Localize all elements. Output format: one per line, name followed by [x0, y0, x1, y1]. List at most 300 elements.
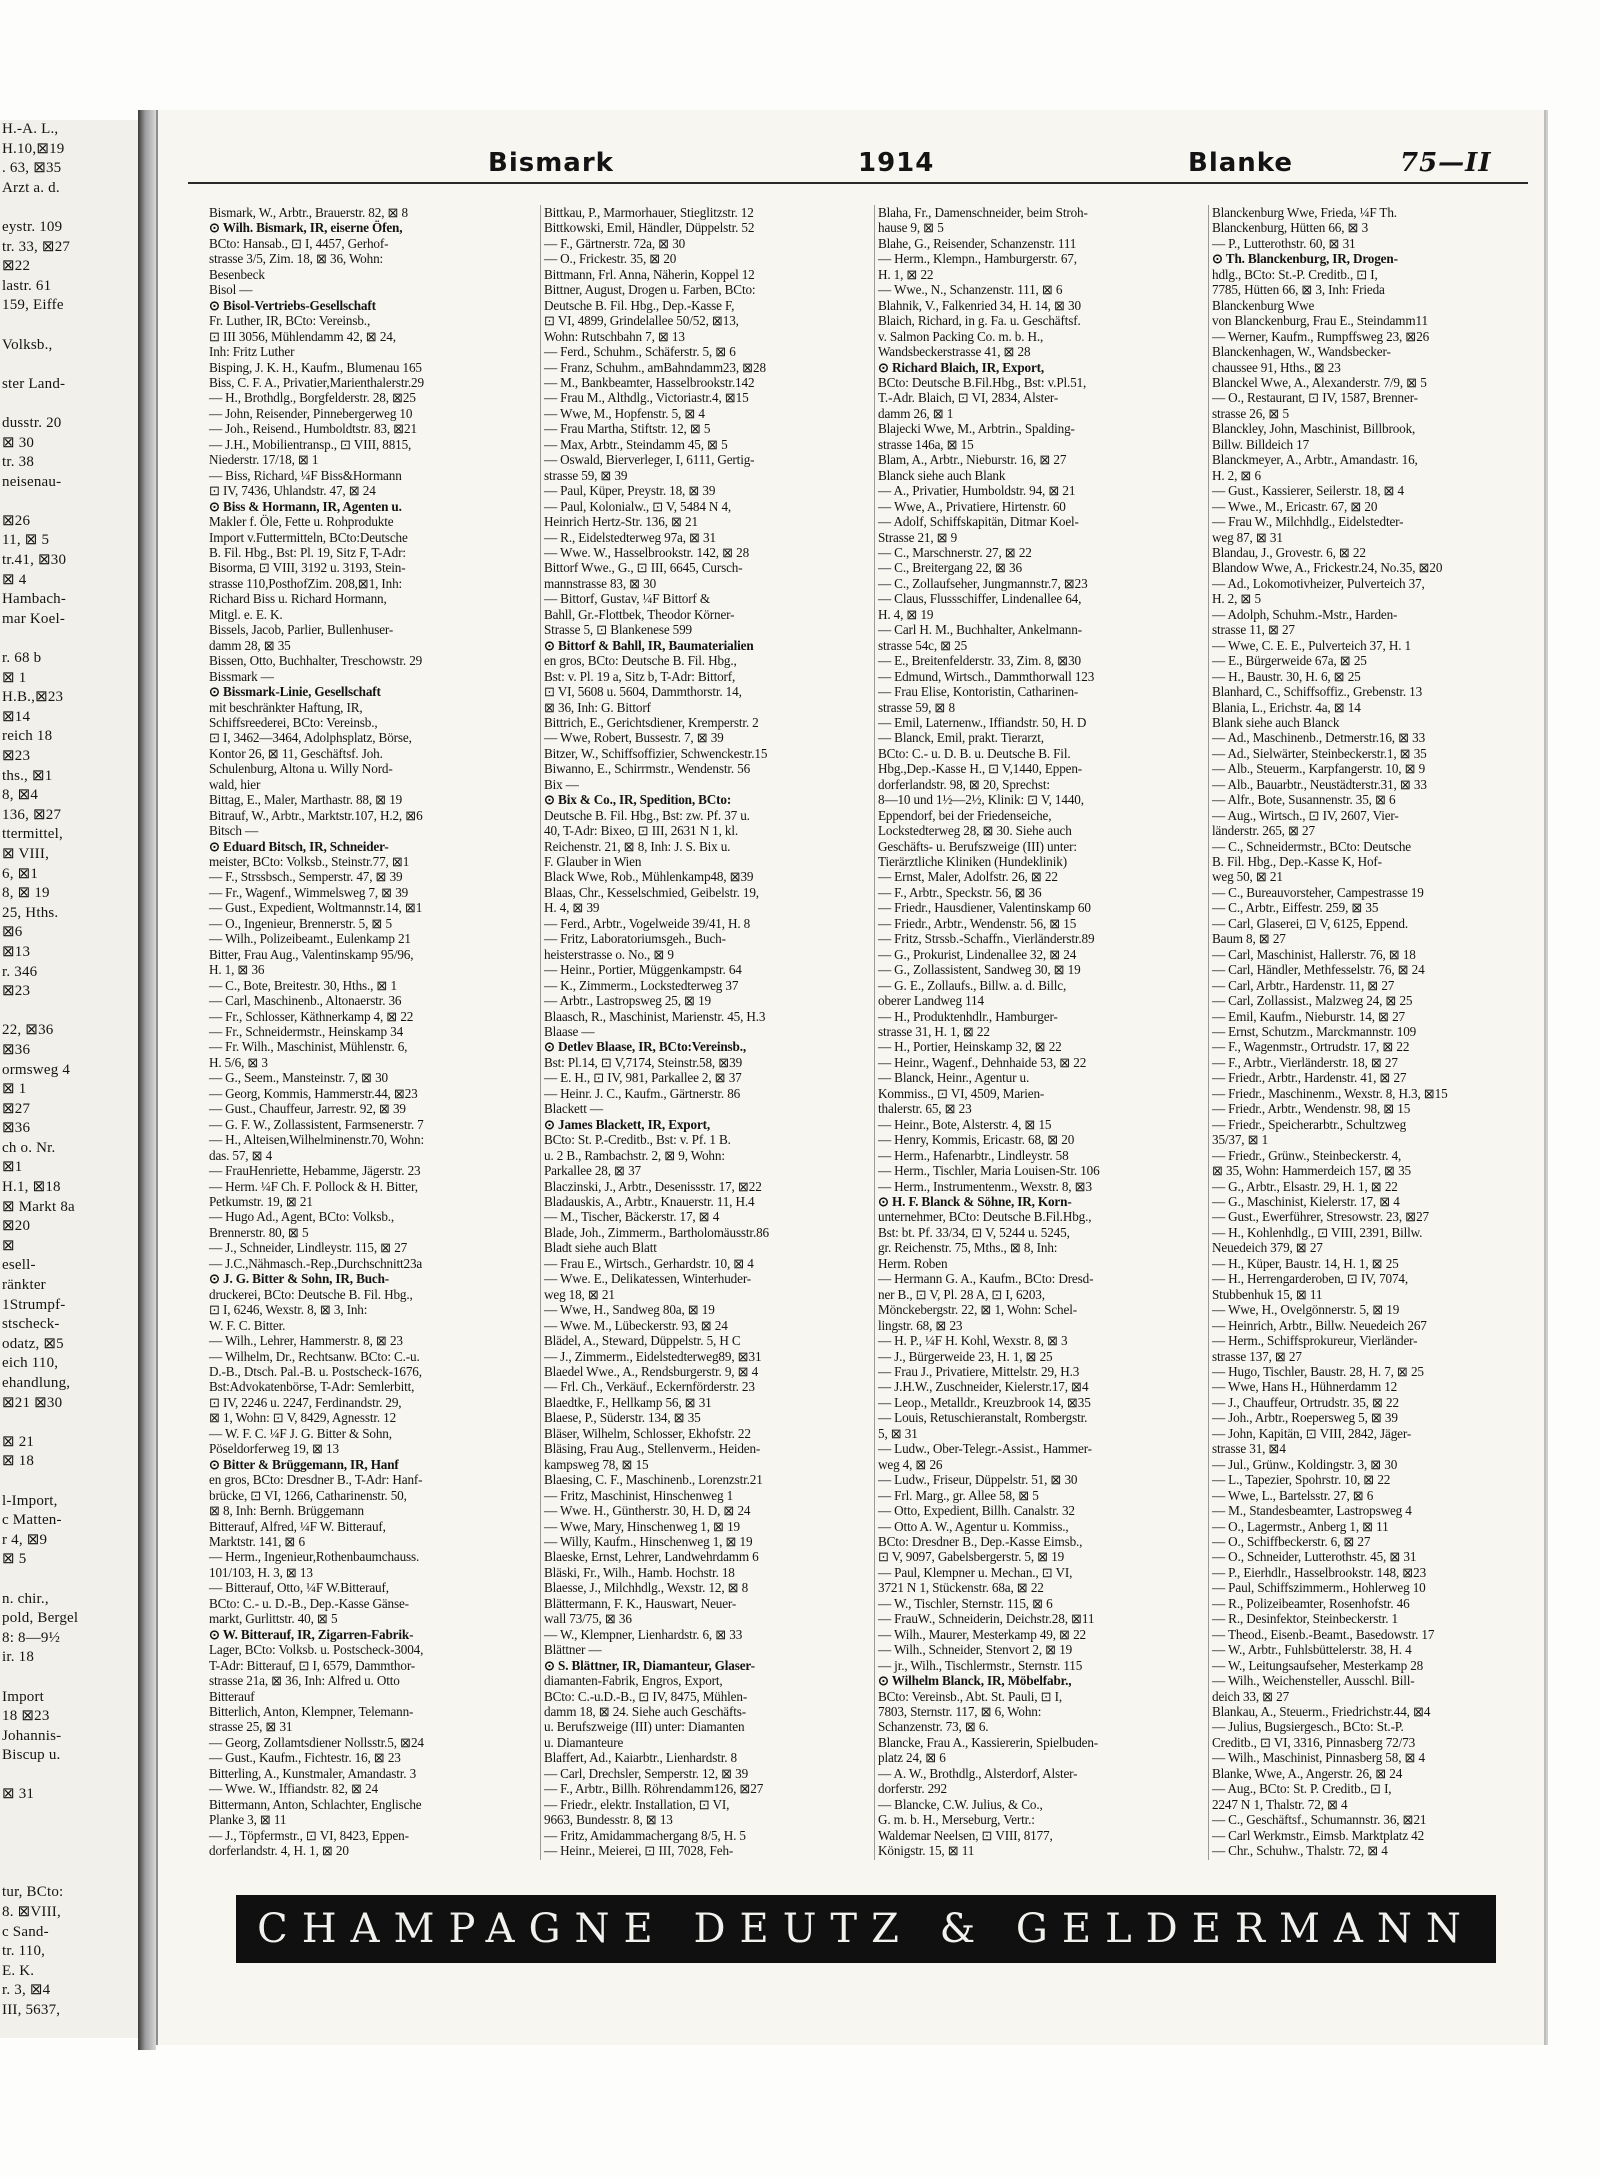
directory-entry-line: BCto: C.- u. D.-B., Dep.-Kasse Gänse-	[209, 1595, 409, 1611]
directory-entry-line: — Wwe, Mary, Hinschenweg 1, ⊠ 19	[544, 1518, 740, 1534]
directory-entry-line: Bitterauf, Alfred, ¼F W. Bitterauf,	[209, 1518, 386, 1534]
directory-entry-line: strasse 25, ⊠ 31	[209, 1719, 293, 1735]
directory-entry-line: Richard Biss u. Richard Hormann,	[209, 591, 387, 607]
left-page-fragment	[0, 316, 138, 336]
left-page-fragment: ehandlung,	[2, 1375, 71, 1391]
directory-entry-line: Eppendorf, bei der Friedenseiche,	[878, 807, 1052, 823]
directory-entry-line: Waldemar Neelsen, ⊡ VIII, 8177,	[878, 1827, 1053, 1843]
directory-entry-line: Bismark, W., Arbtr., Brauerstr. 82, ⊠ 8	[209, 205, 408, 220]
directory-entry-line: ⊙ Richard Blaich, IR, Export,	[878, 359, 1045, 375]
directory-entry-line: Biwanno, E., Schirrmstr., Wendenstr. 56	[544, 761, 751, 777]
directory-entry-line: ⊙ Bitter & Brüggemann, IR, Hanf	[209, 1456, 399, 1472]
directory-entry-line: — Georg, Zollamtsdiener Nollsstr.5, ⊠24	[209, 1734, 424, 1750]
directory-entry-line: — F., Strssbsch., Semperstr. 47, ⊠ 39	[209, 869, 403, 885]
directory-entry-line: — Aug., Wirtsch., ⊡ IV, 2607, Vier-	[1212, 807, 1399, 823]
directory-entry-line: — O., Schiffbeckerstr. 6, ⊠ 27	[1212, 1533, 1371, 1549]
directory-entry-line: ⊙ Bissmark-Linie, Gesellschaft	[209, 684, 381, 700]
directory-entry-line: ⊙ Wilhelm Blanck, IR, Möbelfabr.,	[878, 1673, 1072, 1689]
directory-entry-line: ⊙ Detlev Blaase, IR, BCto:Vereinsb.,	[544, 1039, 746, 1055]
directory-entry-line: — O., Ingenieur, Brennerstr. 5, ⊠ 5	[209, 915, 392, 931]
directory-entry-line: — P., Eierhdlr., Hasselbrookstr. 148, ⊠23	[1212, 1564, 1427, 1580]
directory-entry-line: Tierärztliche Kliniken (Hundeklinik)	[878, 854, 1067, 870]
directory-entry-line: Import v.Futtermitteln, BCto:Deutsche	[209, 529, 408, 545]
directory-entry-line: — Hugo Ad., Agent, BCto: Volksb.,	[209, 1209, 395, 1225]
directory-entry-line: — Gust., Ewerführer, Stresowstr. 23, ⊠27	[1212, 1209, 1429, 1225]
directory-entry-line: — O., Schneider, Lutterothstr. 45, ⊠ 31	[1212, 1549, 1417, 1565]
directory-entry-line: Blackett —	[544, 1101, 603, 1117]
directory-entry-line: — Willy, Kaufm., Hinschenweg 1, ⊠ 19	[544, 1533, 753, 1549]
directory-entry-line: Niederstr. 17/18, ⊠ 1	[209, 452, 319, 468]
directory-entry-line: hause 9, ⊠ 5	[878, 220, 944, 236]
directory-entry-line: — FrauW., Schneiderin, Deichstr.28, ⊠11	[878, 1611, 1095, 1627]
left-page-fragment: ⊠ VIII,	[2, 845, 50, 862]
directory-entry-line: — Fr., Schlosser, Käthnerkamp 4, ⊠ 22	[209, 1008, 414, 1024]
directory-entry-line: — H., Herrengarderoben, ⊡ IV, 7074,	[1212, 1271, 1408, 1287]
directory-entry-line: Bst: v. Pl. 19 a, Sitz b, T-Adr: Bittorf,	[544, 668, 736, 684]
directory-entry-line: ⊙ W. Bitterauf, IR, Zigarren-Fabrik-	[209, 1626, 414, 1642]
left-page-fragment: Arzt a. d.	[2, 179, 60, 196]
directory-entry-line: — O., Lagermstr., Anberg 1, ⊠ 11	[1212, 1518, 1389, 1534]
directory-entry-line: — Carl, Arbtr., Hardenstr. 11, ⊠ 27	[1212, 977, 1395, 993]
directory-entry-line: — C., Arbtr., Eiffestr. 259, ⊠ 35	[1212, 900, 1379, 916]
directory-entry-line: — Friedr., Speicherarbtr., Schultzweg	[1212, 1116, 1407, 1132]
directory-entry-line: Pöseldorferweg 19, ⊠ 13	[209, 1441, 339, 1457]
directory-entry-line: — A., Privatier, Humboldstr. 94, ⊠ 21	[878, 483, 1076, 499]
directory-entry-line: Wandsbeckerstrasse 41, ⊠ 28	[878, 344, 1031, 360]
left-page-fragment: ⊠ Markt 8a	[2, 1198, 75, 1215]
directory-entry-line: Bittag, E., Maler, Marthastr. 88, ⊠ 19	[209, 792, 403, 808]
left-page-fragment: c Sand-	[2, 1923, 49, 1940]
directory-entry-line: — H., Produktenhdlr., Hamburger-	[878, 1008, 1058, 1024]
directory-entry-line: Deutsche B. Fil. Hbg., Dep.-Kasse F,	[544, 297, 735, 313]
directory-entry-line: strasse 137, ⊠ 27	[1212, 1348, 1302, 1364]
directory-entry-line: Brennerstr. 80, ⊠ 5	[209, 1224, 309, 1240]
left-page-fragment: ⊠22	[2, 258, 31, 275]
directory-entry-line: Blaas, Chr., Kesselschmied, Geibelstr. 19,	[544, 884, 759, 900]
left-page-fragment: ⊠23	[2, 748, 31, 764]
directory-entry-line: 2247 N 1, Thalstr. 72, ⊠ 4	[1212, 1796, 1348, 1812]
directory-entry-line: Blahe, G., Reisender, Schanzenstr. 111	[878, 235, 1077, 251]
directory-entry-line: — Carl, Maschinenb., Altonaerstr. 36	[209, 993, 402, 1009]
directory-entry-line: — W., Klempner, Lienhardstr. 6, ⊠ 33	[544, 1626, 743, 1642]
left-page-fragment: 159, Eiffe	[2, 297, 64, 314]
directory-entry-line: Blanckenburg Wwe, Frieda, ¼F Th.	[1212, 205, 1397, 220]
directory-entry-line: ⊡ III 3056, Mühlendamm 42, ⊠ 24,	[209, 328, 396, 344]
directory-entry-line: Blaedel Wwe., A., Rendsburgerstr. 9, ⊠ 4	[544, 1363, 759, 1379]
directory-entry-line: mannstrasse 83, ⊠ 30	[544, 575, 657, 591]
directory-entry-line: — Wilh., Maurer, Mesterkamp 49, ⊠ 22	[878, 1626, 1086, 1642]
book-gutter	[138, 110, 156, 2050]
directory-entry-line: weg 18, ⊠ 21	[544, 1286, 615, 1302]
directory-entry-line: strasse 21a, ⊠ 36, Inh: Alfred u. Otto	[209, 1673, 400, 1689]
directory-entry-line: — Frau M., Althdlg., Victoriastr.4, ⊠15	[544, 390, 749, 406]
directory-entry-line: Marktstr. 141, ⊠ 6	[209, 1533, 305, 1549]
directory-entry-line: — Paul, Schiffszimmerm., Hohlerweg 10	[1212, 1580, 1426, 1596]
directory-entry-line: — Wwe, M., Hopfenstr. 5, ⊠ 4	[544, 405, 705, 421]
directory-entry-line: W. F. C. Bitter.	[209, 1317, 286, 1333]
directory-entry-line: — Blanck, Emil, prakt. Tierarzt,	[878, 730, 1044, 746]
left-page-fragment: 8. ⊠VIII,	[2, 1904, 61, 1921]
directory-entry-line: BCto: Vereinsb., Abt. St. Pauli, ⊡ I,	[878, 1688, 1063, 1704]
directory-entry-line: — Wwe. H., Güntherstr. 30, H. D, ⊠ 24	[544, 1503, 751, 1519]
directory-entry-line: — Wilh., Lehrer, Hammerstr. 8, ⊠ 23	[209, 1333, 403, 1349]
directory-entry-line: — Wwe. W., Iffiandstr. 82, ⊠ 24	[209, 1781, 378, 1797]
directory-entry-line: Deutsche B. Fil. Hbg., Bst: zw. Pf. 37 u.	[544, 807, 750, 823]
directory-entry-line: Blaczinski, J., Arbtr., Desenissstr. 17, ⊠22	[544, 1178, 762, 1194]
left-page-fragment: r 4, ⊠9	[2, 1531, 48, 1548]
directory-entry-line: — W. F. C. ¼F J. G. Bitter & Sohn,	[209, 1425, 392, 1441]
directory-entry-line: Lockstedterweg 28, ⊠ 30. Siehe auch	[878, 823, 1072, 839]
directory-entry-line: Blaese, P., Süderstr. 134, ⊠ 35	[544, 1410, 701, 1426]
left-page-fragment	[0, 492, 138, 512]
directory-entry-line: — G., Maschinist, Kielerstr. 17, ⊠ 4	[1212, 1194, 1400, 1209]
directory-entry-line: — Carl, Zollassist., Malzweg 24, ⊠ 25	[1212, 993, 1413, 1009]
directory-entry-line: — Carl, Händler, Methfesselstr. 76, ⊠ 24	[1212, 962, 1425, 978]
directory-entry-line: Bissels, Jacob, Parlier, Bullenhuser-	[209, 622, 394, 638]
left-page-fragment: 136, ⊠27	[2, 806, 62, 823]
directory-entry-line: — Biss, Richard, ¼F Biss&Hormann	[209, 467, 402, 483]
directory-entry-line: — Fr., Wagenf., Wimmelsweg 7, ⊠ 39	[209, 884, 409, 900]
directory-entry-line: Blanckenburg Wwe	[1212, 297, 1315, 313]
directory-entry-line: — Frl. Marg., gr. Allee 58, ⊠ 5	[878, 1487, 1039, 1503]
directory-entry-line: — H., Kohlenhdlg., ⊡ VIII, 2391, Billw.	[1212, 1224, 1423, 1240]
header-year: 1914	[858, 148, 935, 178]
directory-entry-line: — G., Arbtr., Elsastr. 29, H. 1, ⊠ 22	[1212, 1178, 1398, 1194]
left-page-fragment: r. 3, ⊠4	[2, 1982, 51, 1999]
left-page-fragment: ch o. Nr.	[2, 1139, 56, 1156]
left-page-fragment: E. K.	[2, 1962, 35, 1979]
directory-entry-line: Blaha, Fr., Damenschneider, beim Stroh-	[878, 205, 1088, 220]
directory-entry-line: Stubbenhuk 15, ⊠ 11	[1212, 1286, 1323, 1302]
directory-entry-line: Reichenstr. 21, ⊠ 8, Inh: J. S. Bix u.	[544, 838, 731, 854]
left-page-fragment	[0, 1472, 138, 1492]
left-page-fragment: pold, Bergel	[2, 1610, 79, 1627]
left-page-fragment: Johannis-	[2, 1727, 62, 1744]
directory-entry-line: — Herm., Hafenarbtr., Lindleystr. 58	[878, 1147, 1069, 1163]
directory-entry-line: en gros, BCto: Dresdner B., T-Adr: Hanf-	[209, 1472, 423, 1488]
directory-entry-line: Wohn: Rutschbahn 7, ⊠ 13	[544, 328, 685, 344]
directory-entry-line: — P., Lutterothstr. 60, ⊠ 31	[1212, 235, 1356, 251]
directory-entry-line: — Wwe. M., Lübeckerstr. 93, ⊠ 24	[544, 1317, 728, 1333]
directory-entry-line: ⊙ Wilh. Bismark, IR, eiserne Öfen,	[209, 220, 403, 236]
left-page-fragment: ths., ⊠1	[2, 767, 53, 784]
directory-entry-line: ⊠ 8, Inh: Bernh. Brüggemann	[209, 1503, 364, 1519]
left-page-fragment: ⊠26	[2, 512, 31, 529]
directory-entry-line: Blaesse, J., Milchhdlg., Wexstr. 12, ⊠ 8	[544, 1580, 749, 1596]
directory-entry-line: — F., Arbtr., Billh. Röhrendamm126, ⊠27	[544, 1781, 764, 1797]
directory-entry-line: Blanckenburg, Hütten 66, ⊠ 3	[1212, 220, 1369, 236]
directory-entry-line: Blaich, Richard, in g. Fa. u. Geschäftsf.	[878, 313, 1081, 329]
directory-entry-line: Blättner —	[544, 1642, 602, 1658]
directory-entry-line: Neuedeich 379, ⊠ 27	[1212, 1240, 1323, 1256]
advertisement-banner: CHAMPAGNE DEUTZ & GELDERMANN	[236, 1895, 1496, 1963]
directory-entry-line: — Adolph, Schuhm.-Mstr., Harden-	[1212, 606, 1398, 622]
left-page-fragment: H.B.,⊠23	[2, 689, 64, 706]
left-page-fragment: tr. 33, ⊠27	[2, 238, 71, 255]
directory-entry-line: Inh: Fritz Luther	[209, 344, 295, 360]
left-page-fragment	[0, 1668, 138, 1688]
left-page-fragment: ⊠ 5	[2, 1551, 27, 1568]
left-page-fragment: ⊠23	[2, 983, 31, 1000]
directory-entry-line: B. Fil. Hbg., Dep.-Kasse K, Hof-	[1212, 854, 1382, 870]
directory-entry-line: 3721 N 1, Stückenstr. 68a, ⊠ 22	[878, 1580, 1044, 1596]
left-page-fragment: Import	[2, 1688, 45, 1705]
directory-entry-line: 8—10 und 1½—2½, Klinik: ⊡ V, 1440,	[878, 792, 1084, 808]
directory-entry-line: Blade, Joh., Zimmerm., Bartholomäusstr.86	[544, 1224, 769, 1240]
directory-entry-line	[1209, 1858, 1531, 1860]
directory-entry-line: Bahll, Gr.-Flottbek, Theodor Körner-	[544, 606, 735, 622]
left-page-fragment: l-Import,	[2, 1492, 58, 1509]
directory-entry-line: — Paul, Küper, Preystr. 18, ⊠ 39	[544, 483, 716, 499]
left-page-fragment: ir. 18	[2, 1649, 35, 1666]
left-page-fragment: dusstr. 20	[2, 414, 62, 431]
directory-entry-line: Blanckel Wwe, A., Alexanderstr. 7/9, ⊠ 5	[1212, 374, 1427, 390]
directory-entry-line: — Otto, Expedient, Billh. Canalstr. 32	[878, 1503, 1075, 1519]
directory-entry-line: weg 4, ⊠ 26	[878, 1456, 943, 1472]
directory-entry-line: — Wilh., Polizeibeamt., Eulenkamp 21	[209, 931, 411, 947]
directory-entry-line: — H., Alteisen,Wilhelminenstr.70, Wohn:	[209, 1132, 425, 1148]
left-page-fragment: n. chir.,	[2, 1590, 49, 1607]
directory-entry-line: BCto: C.-u.D.-B., ⊡ IV, 8475, Mühlen-	[544, 1688, 748, 1704]
directory-entry-line: Bläsing, Frau Aug., Stellenverm., Heiden-	[544, 1441, 761, 1457]
directory-entry-line: ⊠ 1, Wohn: ⊡ V, 8429, Agnesstr. 12	[209, 1410, 397, 1426]
left-page-fragment: H.10,⊠19	[2, 140, 65, 157]
directory-entry-line: — Wilh., Maschinist, Pinnasberg 58, ⊠ 4	[1212, 1750, 1425, 1766]
directory-entry-line: Bitterauf	[209, 1688, 255, 1704]
directory-entry-line: — Emil, Kaufm., Nieburstr. 14, ⊠ 27	[1212, 1008, 1405, 1024]
directory-entry-line: — J., Schneider, Lindleystr. 115, ⊠ 27	[209, 1240, 408, 1256]
directory-entry-line: Bladt siehe auch Blatt	[544, 1240, 657, 1256]
directory-entry-line: — E., Breitenfelderstr. 33, Zim. 8, ⊠30	[878, 653, 1081, 669]
directory-entry-line: — Friedr., Arbtr., Hardenstr. 41, ⊠ 27	[1212, 1070, 1407, 1086]
directory-entry-line: strasse 11, ⊠ 27	[1212, 622, 1295, 638]
directory-entry-line: meister, BCto: Volksb., Steinstr.77, ⊠1	[209, 854, 410, 870]
directory-entry-line: Schanzenstr. 73, ⊠ 6.	[878, 1719, 989, 1735]
directory-entry-line: — Herm., Ingenieur,Rothenbaumchauss.	[209, 1549, 420, 1565]
directory-entry-line: Bladauskis, A., Arbtr., Knauerstr. 11, H.4	[544, 1194, 755, 1209]
left-page-fragment: ⊠21 ⊠30	[2, 1394, 63, 1411]
directory-entry-line: — G., Prokurist, Lindenallee 32, ⊠ 24	[878, 946, 1077, 962]
directory-entry-line: — Ludw., Friseur, Düppelstr. 51, ⊠ 30	[878, 1472, 1078, 1488]
directory-entry-line: strasse 59, ⊠ 39	[544, 467, 628, 483]
directory-entry-line: 101/103, H. 3, ⊠ 13	[209, 1564, 313, 1580]
directory-entry-line: — Arbtr., Lastropsweg 25, ⊠ 19	[544, 993, 711, 1009]
directory-entry-line: ⊙ Th. Blanckenburg, IR, Drogen-	[1212, 251, 1398, 267]
column-3	[874, 205, 1197, 1860]
directory-entry-line: Blajecki Wwe, M., Arbtrin., Spalding-	[878, 421, 1075, 437]
directory-entry-line: Blaffert, Ad., Kaiarbtr., Lienhardstr. 8	[544, 1750, 737, 1766]
header-last-entry: Blanke	[1188, 148, 1294, 178]
directory-entry-line: strasse 59, ⊠ 8	[878, 699, 955, 715]
left-page-fragment: eystr. 109	[2, 218, 63, 235]
directory-entry-line: u. Berufszweige (III) unter: Diamanten	[544, 1719, 745, 1735]
directory-entry-line: länderstr. 265, ⊠ 27	[1212, 823, 1315, 839]
directory-entry-line: — Bittorf, Gustav, ¼F Bittorf &	[544, 591, 710, 607]
directory-entry-line: oberer Landweg 114	[878, 993, 984, 1009]
directory-entry-line: — Fritz, Laboratoriumsgeh., Buch-	[544, 931, 726, 947]
directory-entry-line: — Alb., Steuerm., Karpfangerstr. 10, ⊠ 9	[1212, 761, 1426, 777]
directory-entry-line: — C., Schneidermstr., BCto: Deutsche	[1212, 838, 1411, 854]
directory-entry-line: — Wwe. W., Hasselbrookstr. 142, ⊠ 28	[544, 544, 750, 560]
directory-entry-line: ner B., ⊡ V, Pl. 28 A, ⊡ I, 6203,	[878, 1286, 1045, 1302]
directory-entry-line: dorferlandstr. 4, H. 1, ⊠ 20	[209, 1843, 349, 1859]
directory-entry-line: ⊠ 35, Wohn: Hammerdeich 157, ⊠ 35	[1212, 1163, 1411, 1179]
directory-entry-line: lingstr. 68, ⊠ 23	[878, 1317, 963, 1333]
directory-entry-line: — John, Reisender, Pinnebergerweg 10	[209, 405, 413, 421]
directory-entry-line: — Wwe, H., Sandweg 80a, ⊠ 19	[544, 1302, 715, 1318]
directory-entry-line: — Ferd., Arbtr., Vogelweide 39/41, H. 8	[544, 915, 751, 931]
directory-entry-line: — FrauHenriette, Hebamme, Jägerstr. 23	[209, 1163, 421, 1179]
directory-entry-line: ⊠ 36, Inh: G. Bittorf	[544, 699, 651, 715]
left-page-fragment: 8, ⊠ 19	[2, 885, 50, 902]
directory-entry-line: BCto: C.- u. D. B. u. Deutsche B. Fil.	[878, 745, 1071, 761]
directory-entry-line: hdlg., BCto: St.-P. Creditb., ⊡ I,	[1212, 266, 1378, 282]
left-page-fragment: ⊠20	[2, 1218, 31, 1235]
directory-entry-line: Blank siehe auch Blanck	[1212, 714, 1340, 730]
left-page-fragment: tr. 38	[2, 454, 35, 471]
directory-entry-line: Parkallee 28, ⊠ 37	[544, 1163, 641, 1179]
directory-entry-line: T-Adr: Bitterauf, ⊡ I, 6579, Dammthor-	[209, 1657, 416, 1673]
directory-entry-line: — Heinr., Bote, Alsterstr. 4, ⊠ 15	[878, 1116, 1052, 1132]
directory-entry-line: wall 73/75, ⊠ 36	[544, 1611, 632, 1627]
directory-entry-line: 5, ⊠ 31	[878, 1425, 918, 1441]
directory-entry-line: — H., Portier, Heinskamp 32, ⊠ 22	[878, 1039, 1062, 1055]
directory-entry-line: — Gust., Chauffeur, Jarrestr. 92, ⊠ 39	[209, 1101, 406, 1117]
directory-entry-line: heisterstrasse o. No., ⊠ 9	[544, 946, 674, 962]
directory-entry-line: Schiffsreederei, BCto: Vereinsb.,	[209, 714, 378, 730]
left-page-fragment: ormsweg 4	[2, 1061, 71, 1078]
directory-entry-line: Blanck siehe auch Blank	[878, 467, 1006, 483]
directory-entry-line: Bisorma, ⊡ VIII, 3192 u. 3193, Stein-	[209, 560, 406, 576]
directory-entry-line: thalerstr. 65, ⊠ 23	[878, 1101, 972, 1117]
directory-entry-line: 40, T-Adr: Bixeo, ⊡ III, 2631 N 1, kl.	[544, 823, 738, 839]
directory-entry-line: ⊙ Bix & Co., IR, Spedition, BCto:	[544, 792, 732, 808]
left-page-fragment	[0, 1844, 138, 1864]
directory-entry-line: — Aug., BCto: St. P. Creditb., ⊡ I,	[1212, 1781, 1392, 1797]
directory-entry-line: — Carl, Glaserei, ⊡ V, 6125, Eppend.	[1212, 915, 1408, 931]
directory-entry-line: Herm. Roben	[878, 1255, 948, 1271]
left-page-fragment: 11, ⊠ 5	[2, 532, 50, 549]
directory-entry-line: — C., Zollaufseher, Jungmannstr.7, ⊠23	[878, 575, 1088, 591]
directory-entry-line: — Fr. Wilh., Maschinist, Mühlenstr. 6,	[209, 1039, 408, 1055]
directory-entry-line: chaussee 91, Hths., ⊠ 23	[1212, 359, 1341, 375]
directory-entry-line: Lager, BCto: Volksb. u. Postscheck-3004,	[209, 1642, 424, 1658]
directory-entry-line: — Herm., Tischler, Maria Louisen-Str. 106	[878, 1163, 1100, 1179]
directory-entry-line: — Franz, Schuhm., amBahndamm23, ⊠28	[544, 359, 766, 375]
directory-entry-line: D.-B., Dtsch. Pal.-B. u. Postscheck-1676,	[209, 1363, 422, 1379]
directory-entry-line: — A. W., Brothdlg., Alsterdorf, Alster-	[878, 1765, 1078, 1781]
directory-entry-line: ⊡ IV, 2246 u. 2247, Ferdinandstr. 29,	[209, 1394, 402, 1410]
left-page-fragment: 25, Hths.	[2, 904, 59, 921]
directory-entry-line: — Friedr., Hausdiener, Valentinskamp 60	[878, 900, 1091, 916]
directory-entry-line: — Fr., Schneidermstr., Heinskamp 34	[209, 1024, 404, 1040]
directory-entry-line: — Friedr., Grünw., Steinbeckerstr. 4,	[1212, 1147, 1402, 1163]
left-page-fragment: ⊠	[2, 1237, 15, 1254]
directory-entry-line: deich 33, ⊠ 27	[1212, 1688, 1290, 1704]
column-4	[1208, 205, 1531, 1860]
directory-entry-line: Bisol —	[209, 282, 253, 298]
directory-entry-line: Bläski, Fr., Wilh., Hamb. Hochstr. 18	[544, 1564, 735, 1580]
directory-entry-line: — J.H.W., Zuschneider, Kielerstr.17, ⊠4	[878, 1379, 1089, 1395]
directory-entry-line: ⊡ V, 9097, Gabelsbergerstr. 5, ⊠ 19	[878, 1549, 1065, 1565]
left-page-fragment: tr.41, ⊠30	[2, 552, 67, 569]
directory-entry-line: — Friedr., elektr. Installation, ⊡ VI,	[544, 1796, 730, 1812]
directory-entry-line: — Gust., Kaufm., Fichtestr. 16, ⊠ 23	[209, 1750, 401, 1766]
directory-entry-line: ⊡ VI, 5608 u. 5604, Dammthorstr. 14,	[544, 684, 742, 700]
directory-entry-line: — Wwe, L., Bartelsstr. 27, ⊠ 6	[1212, 1487, 1374, 1503]
directory-entry-line: Mönckebergstr. 22, ⊠ 1, Wohn: Schel-	[878, 1302, 1077, 1318]
page-number: 75—II	[1400, 148, 1492, 178]
directory-entry-line: — C., Geschäftsf., Schumannstr. 36, ⊠21	[1212, 1812, 1427, 1828]
directory-entry-line: Blaeske, Ernst, Lehrer, Landwehrdamm 6	[544, 1549, 759, 1565]
directory-entry-line: — Wwe., M., Ericastr. 67, ⊠ 20	[1212, 498, 1378, 514]
directory-entry-line: Geschäfts- u. Berufszweige (III) unter:	[878, 838, 1077, 854]
directory-entry-line: — Wwe, C. E. E., Pulverteich 37, H. 1	[1212, 637, 1411, 653]
left-page-fragment: mar Koel-	[2, 610, 66, 627]
directory-entry-line: ⊙ Bittorf & Bahll, IR, Baumaterialien	[544, 637, 754, 653]
directory-entry-line: — J.H., Mobilientransp., ⊡ VIII, 8815,	[209, 436, 412, 452]
directory-entry-line: — O., Restaurant, ⊡ IV, 1587, Brenner-	[1212, 390, 1418, 406]
directory-entry-line: — C., Bote, Breitestr. 30, Hths., ⊠ 1	[209, 977, 397, 993]
directory-entry-line: strasse 54c, ⊠ 25	[878, 637, 968, 653]
directory-entry-line: Bissmark —	[209, 668, 274, 684]
left-page-fragment: c Matten-	[2, 1512, 62, 1529]
directory-entry-line: G. m. b. H., Merseburg, Vertr.:	[878, 1812, 1035, 1828]
directory-entry-line: weg 87, ⊠ 31	[1212, 529, 1283, 545]
directory-entry-line: — Heinr., Portier, Müggenkampstr. 64	[544, 962, 742, 978]
directory-entry-line: strasse 146a, ⊠ 15	[878, 436, 974, 452]
directory-entry-line: Billw. Billdeich 17	[1212, 436, 1310, 452]
left-page-fragment: 1Strumpf-	[2, 1296, 66, 1313]
directory-entry-line: H. 2, ⊠ 6	[1212, 467, 1261, 483]
directory-entry-line: ⊙ J. G. Bitter & Sohn, IR, Buch-	[209, 1271, 390, 1287]
directory-entry-line: Blahnik, V., Falkenried 34, H. 14, ⊠ 30	[878, 297, 1081, 313]
directory-entry-line: Fr. Luther, IR, BCto: Vereinsb.,	[209, 313, 371, 329]
directory-entry-line: Blanhard, C., Schiffsoffiz., Grebenstr. 13	[1212, 684, 1423, 700]
left-page-fragment: ⊠ 18	[2, 1453, 35, 1470]
left-page-fragment: odatz, ⊠5	[2, 1335, 64, 1352]
left-page-fragment: 8, ⊠4	[2, 787, 39, 804]
left-page-fragment: ränkter	[2, 1277, 46, 1294]
directory-entry-line: F. Glauber in Wien	[544, 854, 642, 870]
directory-entry-line: — Frau E., Wirtsch., Gerhardstr. 10, ⊠ 4	[544, 1255, 754, 1271]
column-2	[540, 205, 863, 1860]
directory-entry-line: Bix —	[544, 776, 579, 792]
directory-entry-line: — Herm., Instrumentenm., Wexstr. 8, ⊠3	[878, 1178, 1092, 1194]
directory-entry-line: Blaase —	[544, 1024, 595, 1040]
header-first-entry: Bismark	[488, 148, 614, 178]
directory-entry-line: — Otto A. W., Agentur u. Kommiss.,	[878, 1518, 1069, 1534]
left-page-fragment	[0, 355, 138, 375]
directory-entry-line: Blandow Wwe, A., Frickestr.24, No.35, ⊠20	[1212, 560, 1443, 576]
directory-entry-line: Bst: Pl.14, ⊡ V,7174, Steinstr.58, ⊠39	[544, 1054, 743, 1070]
directory-entry-line	[541, 1858, 863, 1860]
directory-entry-line: Creditb., ⊡ VI, 3316, Pinnasberg 72/73	[1212, 1734, 1416, 1750]
directory-entry-line: strasse 110,PosthofZim. 208,⊠1, Inh:	[209, 575, 403, 591]
directory-entry-line: — R., Eidelstedterweg 97a, ⊠ 31	[544, 529, 716, 545]
directory-entry-line: — Louis, Retuschieranstalt, Rombergstr.	[878, 1410, 1088, 1426]
directory-entry-line: — jr., Wilh., Tischlermstr., Sternstr. 115	[878, 1657, 1083, 1673]
directory-entry-line: BCto: Hansab., ⊡ I, 4457, Gerhof-	[209, 235, 389, 251]
directory-entry-line: Strasse 5, ⊡ Blankenese 599	[544, 622, 693, 638]
directory-entry-line: Blanckley, John, Maschinist, Billbrook,	[1212, 421, 1416, 437]
directory-columns	[206, 205, 1536, 1860]
directory-entry-line: Blandau, J., Grovestr. 6, ⊠ 22	[1212, 544, 1366, 560]
directory-entry-line: Bitterlich, Anton, Klempner, Telemann-	[209, 1703, 414, 1719]
directory-entry-line: — Heinr. J. C., Kaufm., Gärtnerstr. 86	[544, 1085, 741, 1101]
directory-entry-line: — J., Töpfermstr., ⊡ VI, 8423, Eppen-	[209, 1827, 409, 1843]
directory-entry-line: u. Diamanteure	[544, 1734, 624, 1750]
